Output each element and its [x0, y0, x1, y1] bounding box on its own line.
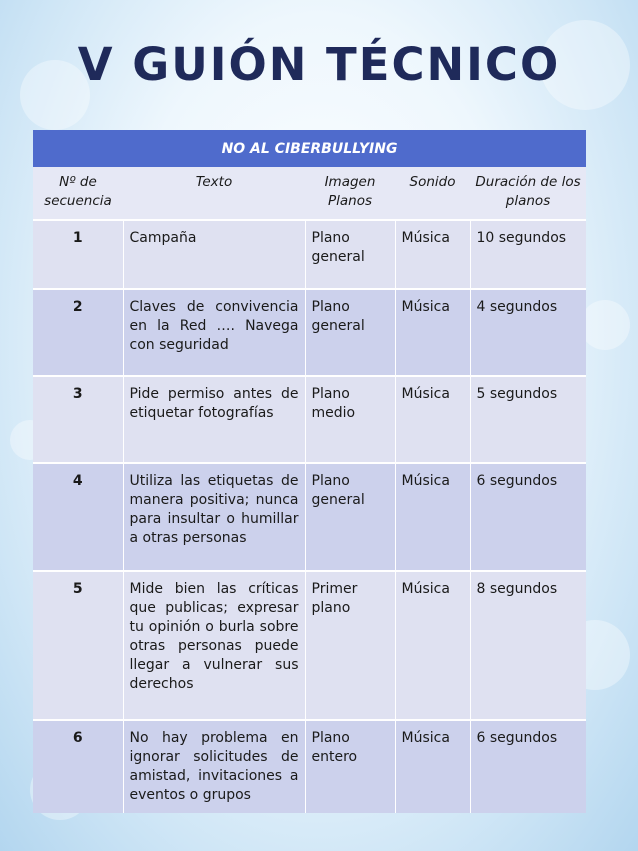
- cell-duracion: 5 segundos: [470, 376, 586, 463]
- cell-imagen: Plano general: [305, 289, 395, 376]
- header-imagen: Imagen Planos: [305, 167, 395, 220]
- cell-sonido: Música: [395, 289, 470, 376]
- cell-sonido: Música: [395, 376, 470, 463]
- cell-texto: Pide permiso antes de etiquetar fotografías: [123, 376, 305, 463]
- cell-numero: 2: [33, 289, 123, 376]
- table-banner: NO AL CIBERBULLYING: [33, 130, 586, 167]
- cell-texto: Utiliza las etiquetas de manera positiva; nunca para insultar o humillar a otras personas: [123, 463, 305, 571]
- header-texto: Texto: [123, 167, 305, 220]
- table-row: [33, 289, 586, 376]
- cell-numero: 1: [33, 220, 123, 289]
- table-row: [33, 220, 586, 289]
- cell-duracion: 8 segundos: [470, 571, 586, 720]
- cell-duracion: 6 segundos: [470, 463, 586, 571]
- cell-sonido: Música: [395, 463, 470, 571]
- cell-imagen: Plano entero: [305, 720, 395, 813]
- cell-imagen: Primer plano: [305, 571, 395, 720]
- cell-imagen: Plano general: [305, 220, 395, 289]
- cell-texto: Campaña: [123, 220, 305, 289]
- cell-texto: Claves de convivencia en la Red …. Navega con seguridad: [123, 289, 305, 376]
- cell-duracion: 6 segundos: [470, 720, 586, 813]
- cell-numero: 6: [33, 720, 123, 813]
- cell-sonido: Música: [395, 220, 470, 289]
- cell-imagen: Plano medio: [305, 376, 395, 463]
- cell-duracion: 10 segundos: [470, 220, 586, 289]
- header-sonido: Sonido: [395, 167, 470, 220]
- table-row: [33, 720, 586, 813]
- cell-texto: Mide bien las críticas que publicas; expresar tu opinión o burla sobre otras personas puede llegar a vulnerar sus derechos: [123, 571, 305, 720]
- technical-script-table: [33, 130, 586, 813]
- cell-duracion: 4 segundos: [470, 289, 586, 376]
- cell-sonido: Música: [395, 571, 470, 720]
- cell-texto: No hay problema en ignorar solicitudes de amistad, invitaciones a eventos o grupos: [123, 720, 305, 813]
- table-row: [33, 376, 586, 463]
- table-row: [33, 571, 586, 720]
- header-duracion: Duración de los planos: [470, 167, 586, 220]
- cell-sonido: Música: [395, 720, 470, 813]
- cell-imagen: Plano general: [305, 463, 395, 571]
- table-row: [33, 463, 586, 571]
- page-title: V GUIÓN TÉCNICO: [77, 38, 561, 91]
- cell-numero: 4: [33, 463, 123, 571]
- cell-numero: 5: [33, 571, 123, 720]
- header-numero: Nº de secuencia: [33, 167, 123, 220]
- cell-numero: 3: [33, 376, 123, 463]
